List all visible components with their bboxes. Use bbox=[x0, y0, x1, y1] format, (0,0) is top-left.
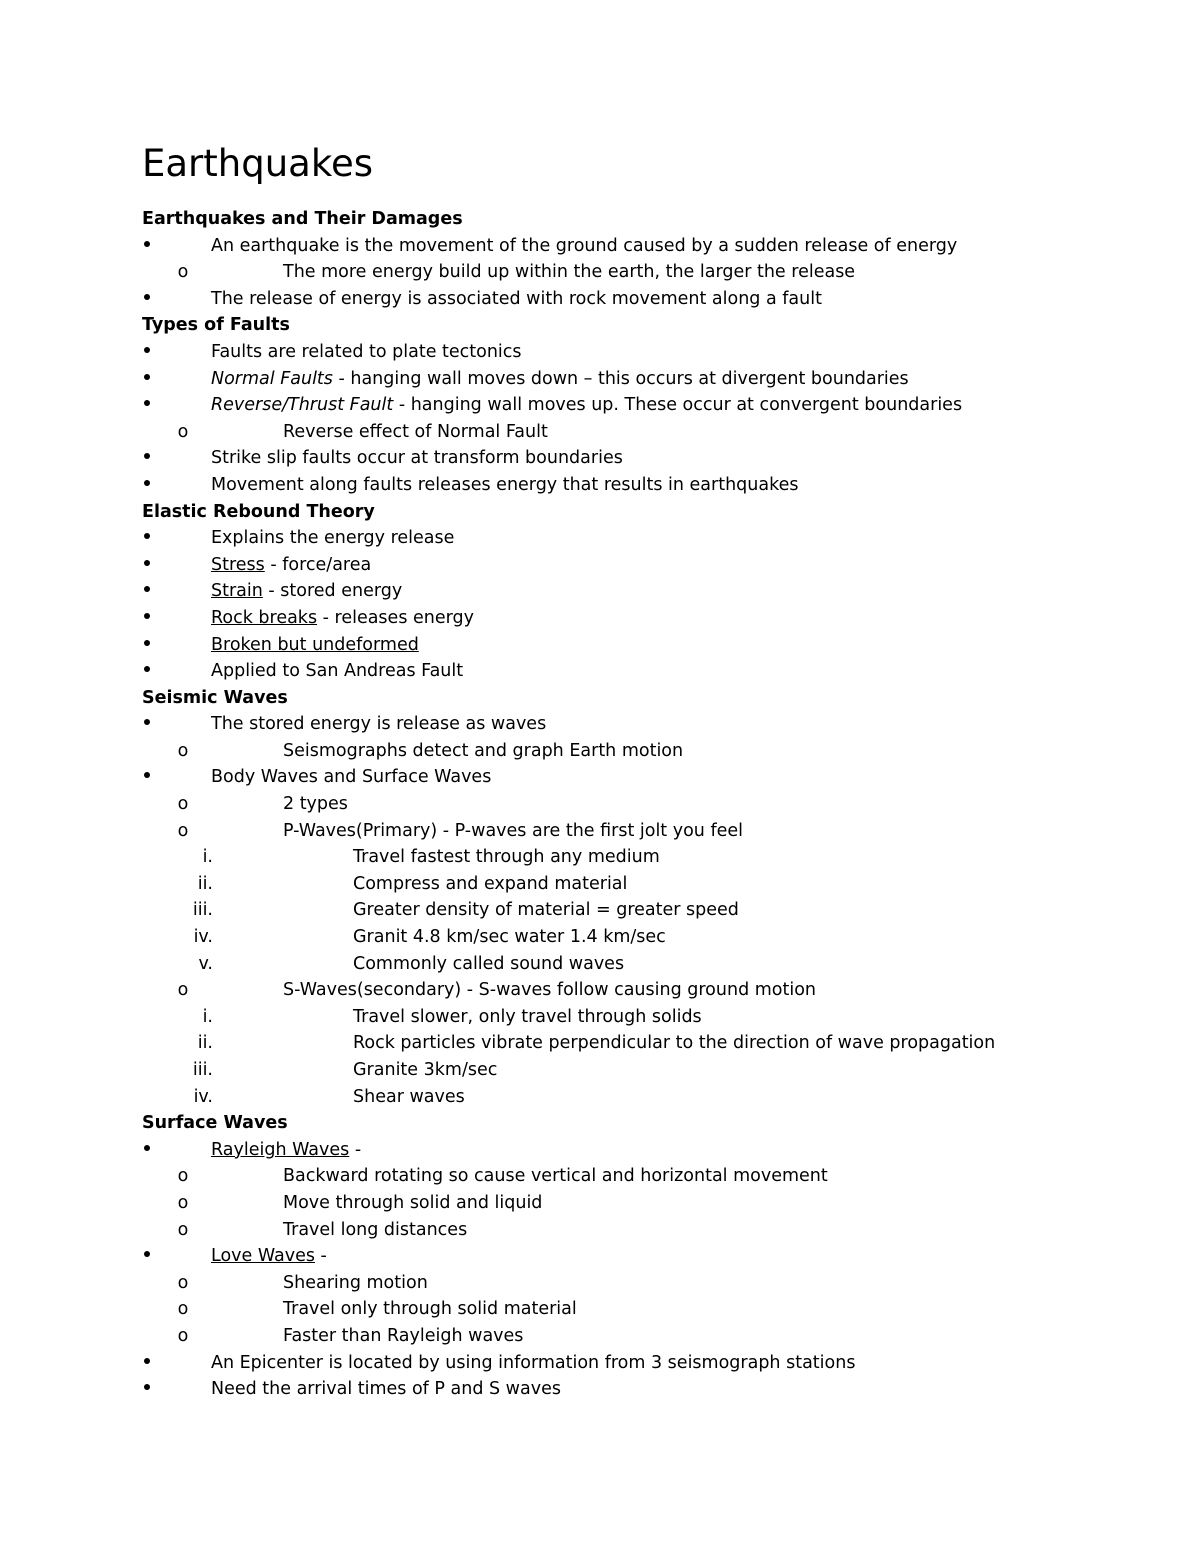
list-item bbox=[0, 605, 1200, 632]
section-heading-line bbox=[0, 312, 1200, 339]
list-item-text bbox=[211, 632, 419, 659]
item-description: An Epicenter is located by using information from 3 seismograph stations bbox=[211, 1352, 856, 1373]
bullet-marker bbox=[141, 578, 153, 605]
list-item bbox=[0, 1350, 1200, 1377]
circle-bullet-marker: o bbox=[177, 262, 189, 283]
list-item-text bbox=[283, 1323, 523, 1350]
list-item bbox=[0, 1243, 1200, 1270]
list-item bbox=[0, 1084, 1200, 1111]
bullet-dot-icon bbox=[144, 1384, 150, 1390]
list-item-text bbox=[283, 1270, 428, 1297]
list-item bbox=[0, 844, 1200, 871]
list-item bbox=[0, 366, 1200, 393]
bullet-dot-icon bbox=[144, 294, 150, 300]
item-description: Greater density of material = greater speed bbox=[353, 900, 739, 921]
circle-bullet-marker: o bbox=[177, 740, 189, 761]
list-item-text bbox=[353, 871, 627, 898]
bullet-dot-icon bbox=[144, 241, 150, 247]
list-item bbox=[0, 1323, 1200, 1350]
item-description: - stored energy bbox=[262, 581, 403, 602]
item-description: Strike slip faults occur at transform boundaries bbox=[211, 448, 623, 469]
list-item-text bbox=[211, 392, 962, 419]
list-item bbox=[0, 1137, 1200, 1164]
item-description: Faults are related to plate tectonics bbox=[211, 341, 522, 362]
item-description: Shear waves bbox=[353, 1086, 465, 1107]
list-item-text bbox=[283, 1190, 542, 1217]
circle-bullet-marker: o bbox=[177, 421, 189, 442]
list-item bbox=[0, 1270, 1200, 1297]
item-description: Shearing motion bbox=[283, 1272, 428, 1293]
bullet-dot-icon bbox=[144, 1358, 150, 1364]
list-item bbox=[0, 578, 1200, 605]
bullet-dot-icon bbox=[144, 1145, 150, 1151]
list-item-text bbox=[211, 472, 799, 499]
item-description: Need the arrival times of P and S waves bbox=[211, 1379, 561, 1400]
list-item bbox=[0, 233, 1200, 260]
bullet-marker bbox=[141, 286, 153, 313]
bullet-dot-icon bbox=[144, 374, 150, 380]
list-item bbox=[0, 1190, 1200, 1217]
list-item bbox=[0, 525, 1200, 552]
section-heading: Types of Faults bbox=[142, 315, 290, 336]
underlined-term: Stress bbox=[211, 554, 265, 575]
underlined-term: Love Waves bbox=[211, 1246, 315, 1267]
list-item-text bbox=[353, 1030, 995, 1057]
item-description: S-Waves(secondary) - S-waves follow causing ground motion bbox=[283, 980, 817, 1001]
bullet-dot-icon bbox=[144, 347, 150, 353]
list-item-text bbox=[211, 552, 371, 579]
list-item bbox=[0, 658, 1200, 685]
bullet-marker bbox=[141, 445, 153, 472]
list-item-text bbox=[353, 1057, 497, 1084]
list-item bbox=[0, 871, 1200, 898]
list-item-text bbox=[211, 525, 454, 552]
underlined-term: Rock breaks bbox=[211, 607, 318, 628]
list-item bbox=[0, 419, 1200, 446]
list-item-text bbox=[353, 951, 624, 978]
bullet-marker bbox=[141, 472, 153, 499]
list-item bbox=[0, 472, 1200, 499]
circle-bullet-marker: o bbox=[177, 794, 189, 815]
item-description: An earthquake is the movement of the ground caused by a sudden release of energy bbox=[211, 235, 958, 256]
item-description: P-Waves(Primary) - P-waves are the first jolt you feel bbox=[283, 820, 743, 841]
list-item bbox=[0, 1376, 1200, 1403]
list-item-text bbox=[211, 1350, 855, 1377]
item-description: Backward rotating so cause vertical and horizontal movement bbox=[283, 1166, 828, 1187]
item-description: Seismographs detect and graph Earth motion bbox=[283, 740, 684, 761]
list-item-text bbox=[353, 924, 666, 951]
bullet-marker bbox=[141, 525, 153, 552]
list-item-text bbox=[211, 658, 463, 685]
roman-numeral-marker: iii. bbox=[192, 900, 213, 921]
circle-bullet-marker: o bbox=[177, 1166, 189, 1187]
list-item bbox=[0, 738, 1200, 765]
list-item-text bbox=[283, 818, 743, 845]
bullet-dot-icon bbox=[144, 533, 150, 539]
item-description: Body Waves and Surface Waves bbox=[211, 767, 492, 788]
list-item-text bbox=[353, 844, 660, 871]
circle-bullet-marker: o bbox=[177, 980, 189, 1001]
roman-numeral-marker: v. bbox=[198, 953, 213, 974]
list-item bbox=[0, 818, 1200, 845]
list-item-text bbox=[353, 1004, 702, 1031]
bullet-marker bbox=[141, 711, 153, 738]
list-item bbox=[0, 711, 1200, 738]
item-description: - hanging wall moves up. These occur at convergent boundaries bbox=[393, 395, 963, 416]
bullet-marker bbox=[141, 1137, 153, 1164]
list-item bbox=[0, 764, 1200, 791]
underlined-term: Broken but undeformed bbox=[211, 634, 419, 655]
bullet-marker bbox=[141, 658, 153, 685]
list-item-text bbox=[211, 1137, 361, 1164]
list-item-text bbox=[283, 738, 683, 765]
list-item-text bbox=[283, 419, 548, 446]
list-item-text bbox=[211, 711, 546, 738]
item-description: Applied to San Andreas Fault bbox=[211, 661, 464, 682]
bullet-marker bbox=[141, 764, 153, 791]
list-item bbox=[0, 1057, 1200, 1084]
item-description: - bbox=[349, 1139, 362, 1160]
item-description: 2 types bbox=[283, 794, 348, 815]
roman-numeral-marker: ii. bbox=[197, 873, 213, 894]
item-description: Granite 3km/sec bbox=[353, 1060, 498, 1080]
italic-term: Reverse/Thrust Fault bbox=[211, 395, 394, 416]
bullet-dot-icon bbox=[144, 453, 150, 459]
bullet-marker bbox=[141, 366, 153, 393]
list-item-text bbox=[211, 764, 491, 791]
bullet-marker bbox=[141, 339, 153, 366]
section-heading-line bbox=[0, 206, 1200, 233]
circle-bullet-marker: o bbox=[177, 1299, 189, 1320]
list-item bbox=[0, 339, 1200, 366]
list-item-text bbox=[211, 445, 623, 472]
item-description: The stored energy is release as waves bbox=[211, 714, 547, 735]
item-description: The release of energy is associated with rock movement along a fault bbox=[211, 288, 822, 309]
item-description: - bbox=[314, 1246, 327, 1267]
section-heading-line bbox=[0, 1110, 1200, 1137]
item-description: The more energy build up within the earth, the larger the release bbox=[283, 262, 856, 283]
list-item-text bbox=[211, 366, 909, 393]
italic-term: Normal Faults bbox=[211, 368, 333, 389]
list-item-text bbox=[283, 1296, 577, 1323]
list-item bbox=[0, 259, 1200, 286]
list-item-text bbox=[211, 1243, 327, 1270]
list-item bbox=[0, 1030, 1200, 1057]
page-title: Earthquakes bbox=[142, 142, 373, 185]
item-description: - force/area bbox=[264, 554, 372, 575]
list-item bbox=[0, 897, 1200, 924]
list-item-text bbox=[211, 578, 402, 605]
list-item-text bbox=[283, 1163, 828, 1190]
list-item bbox=[0, 924, 1200, 951]
list-item-text bbox=[283, 259, 855, 286]
document-body bbox=[0, 206, 1200, 1403]
bullet-dot-icon bbox=[144, 1251, 150, 1257]
section-heading: Seismic Waves bbox=[142, 687, 288, 708]
section-heading: Earthquakes and Their Damages bbox=[142, 209, 463, 229]
item-description: Explains the energy release bbox=[211, 528, 455, 549]
list-item bbox=[0, 552, 1200, 579]
bullet-marker bbox=[141, 1376, 153, 1403]
list-item-text bbox=[353, 1084, 465, 1111]
list-item-text bbox=[283, 1217, 467, 1244]
item-description: Compress and expand material bbox=[353, 873, 628, 894]
roman-numeral-marker: ii. bbox=[197, 1033, 213, 1054]
list-item-text bbox=[211, 286, 822, 313]
item-description: Movement along faults releases energy that results in earthquakes bbox=[211, 474, 799, 495]
item-description: Move through solid and liquid bbox=[283, 1192, 543, 1213]
item-description: Reverse effect of Normal Fault bbox=[283, 421, 548, 442]
roman-numeral-marker: iv. bbox=[193, 1086, 213, 1107]
list-item bbox=[0, 1296, 1200, 1323]
bullet-dot-icon bbox=[144, 666, 150, 672]
bullet-dot-icon bbox=[144, 613, 150, 619]
circle-bullet-marker: o bbox=[177, 820, 189, 841]
section-heading-line bbox=[0, 499, 1200, 526]
bullet-dot-icon bbox=[144, 560, 150, 566]
roman-numeral-marker: i. bbox=[202, 1006, 213, 1027]
item-description: Granit 4.8 km/sec water 1.4 km/sec bbox=[353, 927, 666, 948]
list-item-text bbox=[283, 791, 348, 818]
item-description: Faster than Rayleigh waves bbox=[283, 1325, 524, 1346]
section-heading: Elastic Rebound Theory bbox=[142, 501, 375, 522]
underlined-term: Rayleigh Waves bbox=[211, 1139, 350, 1160]
bullet-marker bbox=[141, 1243, 153, 1270]
underlined-term: Strain bbox=[211, 581, 263, 602]
circle-bullet-marker: o bbox=[177, 1192, 189, 1213]
item-description: Travel slower, only travel through solids bbox=[353, 1006, 702, 1027]
list-item-text bbox=[283, 977, 816, 1004]
list-item-text bbox=[211, 605, 474, 632]
circle-bullet-marker: o bbox=[177, 1219, 189, 1240]
list-item bbox=[0, 1217, 1200, 1244]
list-item bbox=[0, 977, 1200, 1004]
list-item bbox=[0, 951, 1200, 978]
bullet-marker bbox=[141, 233, 153, 260]
item-description: Travel long distances bbox=[283, 1219, 468, 1240]
item-description: - releases energy bbox=[317, 607, 474, 628]
bullet-marker bbox=[141, 1350, 153, 1377]
item-description: Commonly called sound waves bbox=[353, 953, 625, 974]
list-item-text bbox=[211, 233, 957, 260]
roman-numeral-marker: iv. bbox=[193, 927, 213, 948]
roman-numeral-marker: i. bbox=[202, 847, 213, 868]
bullet-dot-icon bbox=[144, 400, 150, 406]
list-item bbox=[0, 1163, 1200, 1190]
section-heading-line bbox=[0, 685, 1200, 712]
bullet-marker bbox=[141, 605, 153, 632]
circle-bullet-marker: o bbox=[177, 1272, 189, 1293]
list-item bbox=[0, 632, 1200, 659]
list-item bbox=[0, 791, 1200, 818]
item-description: - hanging wall moves down – this occurs at divergent boundaries bbox=[332, 368, 909, 389]
item-description: Travel fastest through any medium bbox=[353, 847, 660, 868]
item-description: Travel only through solid material bbox=[283, 1299, 577, 1320]
list-item bbox=[0, 286, 1200, 313]
list-item bbox=[0, 445, 1200, 472]
bullet-dot-icon bbox=[144, 586, 150, 592]
bullet-marker bbox=[141, 632, 153, 659]
roman-numeral-marker: iii. bbox=[192, 1060, 213, 1080]
item-description: Rock particles vibrate perpendicular to the direction of wave propagation bbox=[353, 1033, 996, 1054]
list-item bbox=[0, 1004, 1200, 1031]
bullet-dot-icon bbox=[144, 772, 150, 778]
bullet-dot-icon bbox=[144, 480, 150, 486]
list-item-text bbox=[353, 897, 739, 924]
bullet-dot-icon bbox=[144, 719, 150, 725]
bullet-marker bbox=[141, 392, 153, 419]
list-item bbox=[0, 392, 1200, 419]
bullet-dot-icon bbox=[144, 640, 150, 646]
circle-bullet-marker: o bbox=[177, 1325, 189, 1346]
bullet-marker bbox=[141, 552, 153, 579]
list-item-text bbox=[211, 1376, 561, 1403]
list-item-text bbox=[211, 339, 522, 366]
section-heading: Surface Waves bbox=[142, 1113, 288, 1134]
